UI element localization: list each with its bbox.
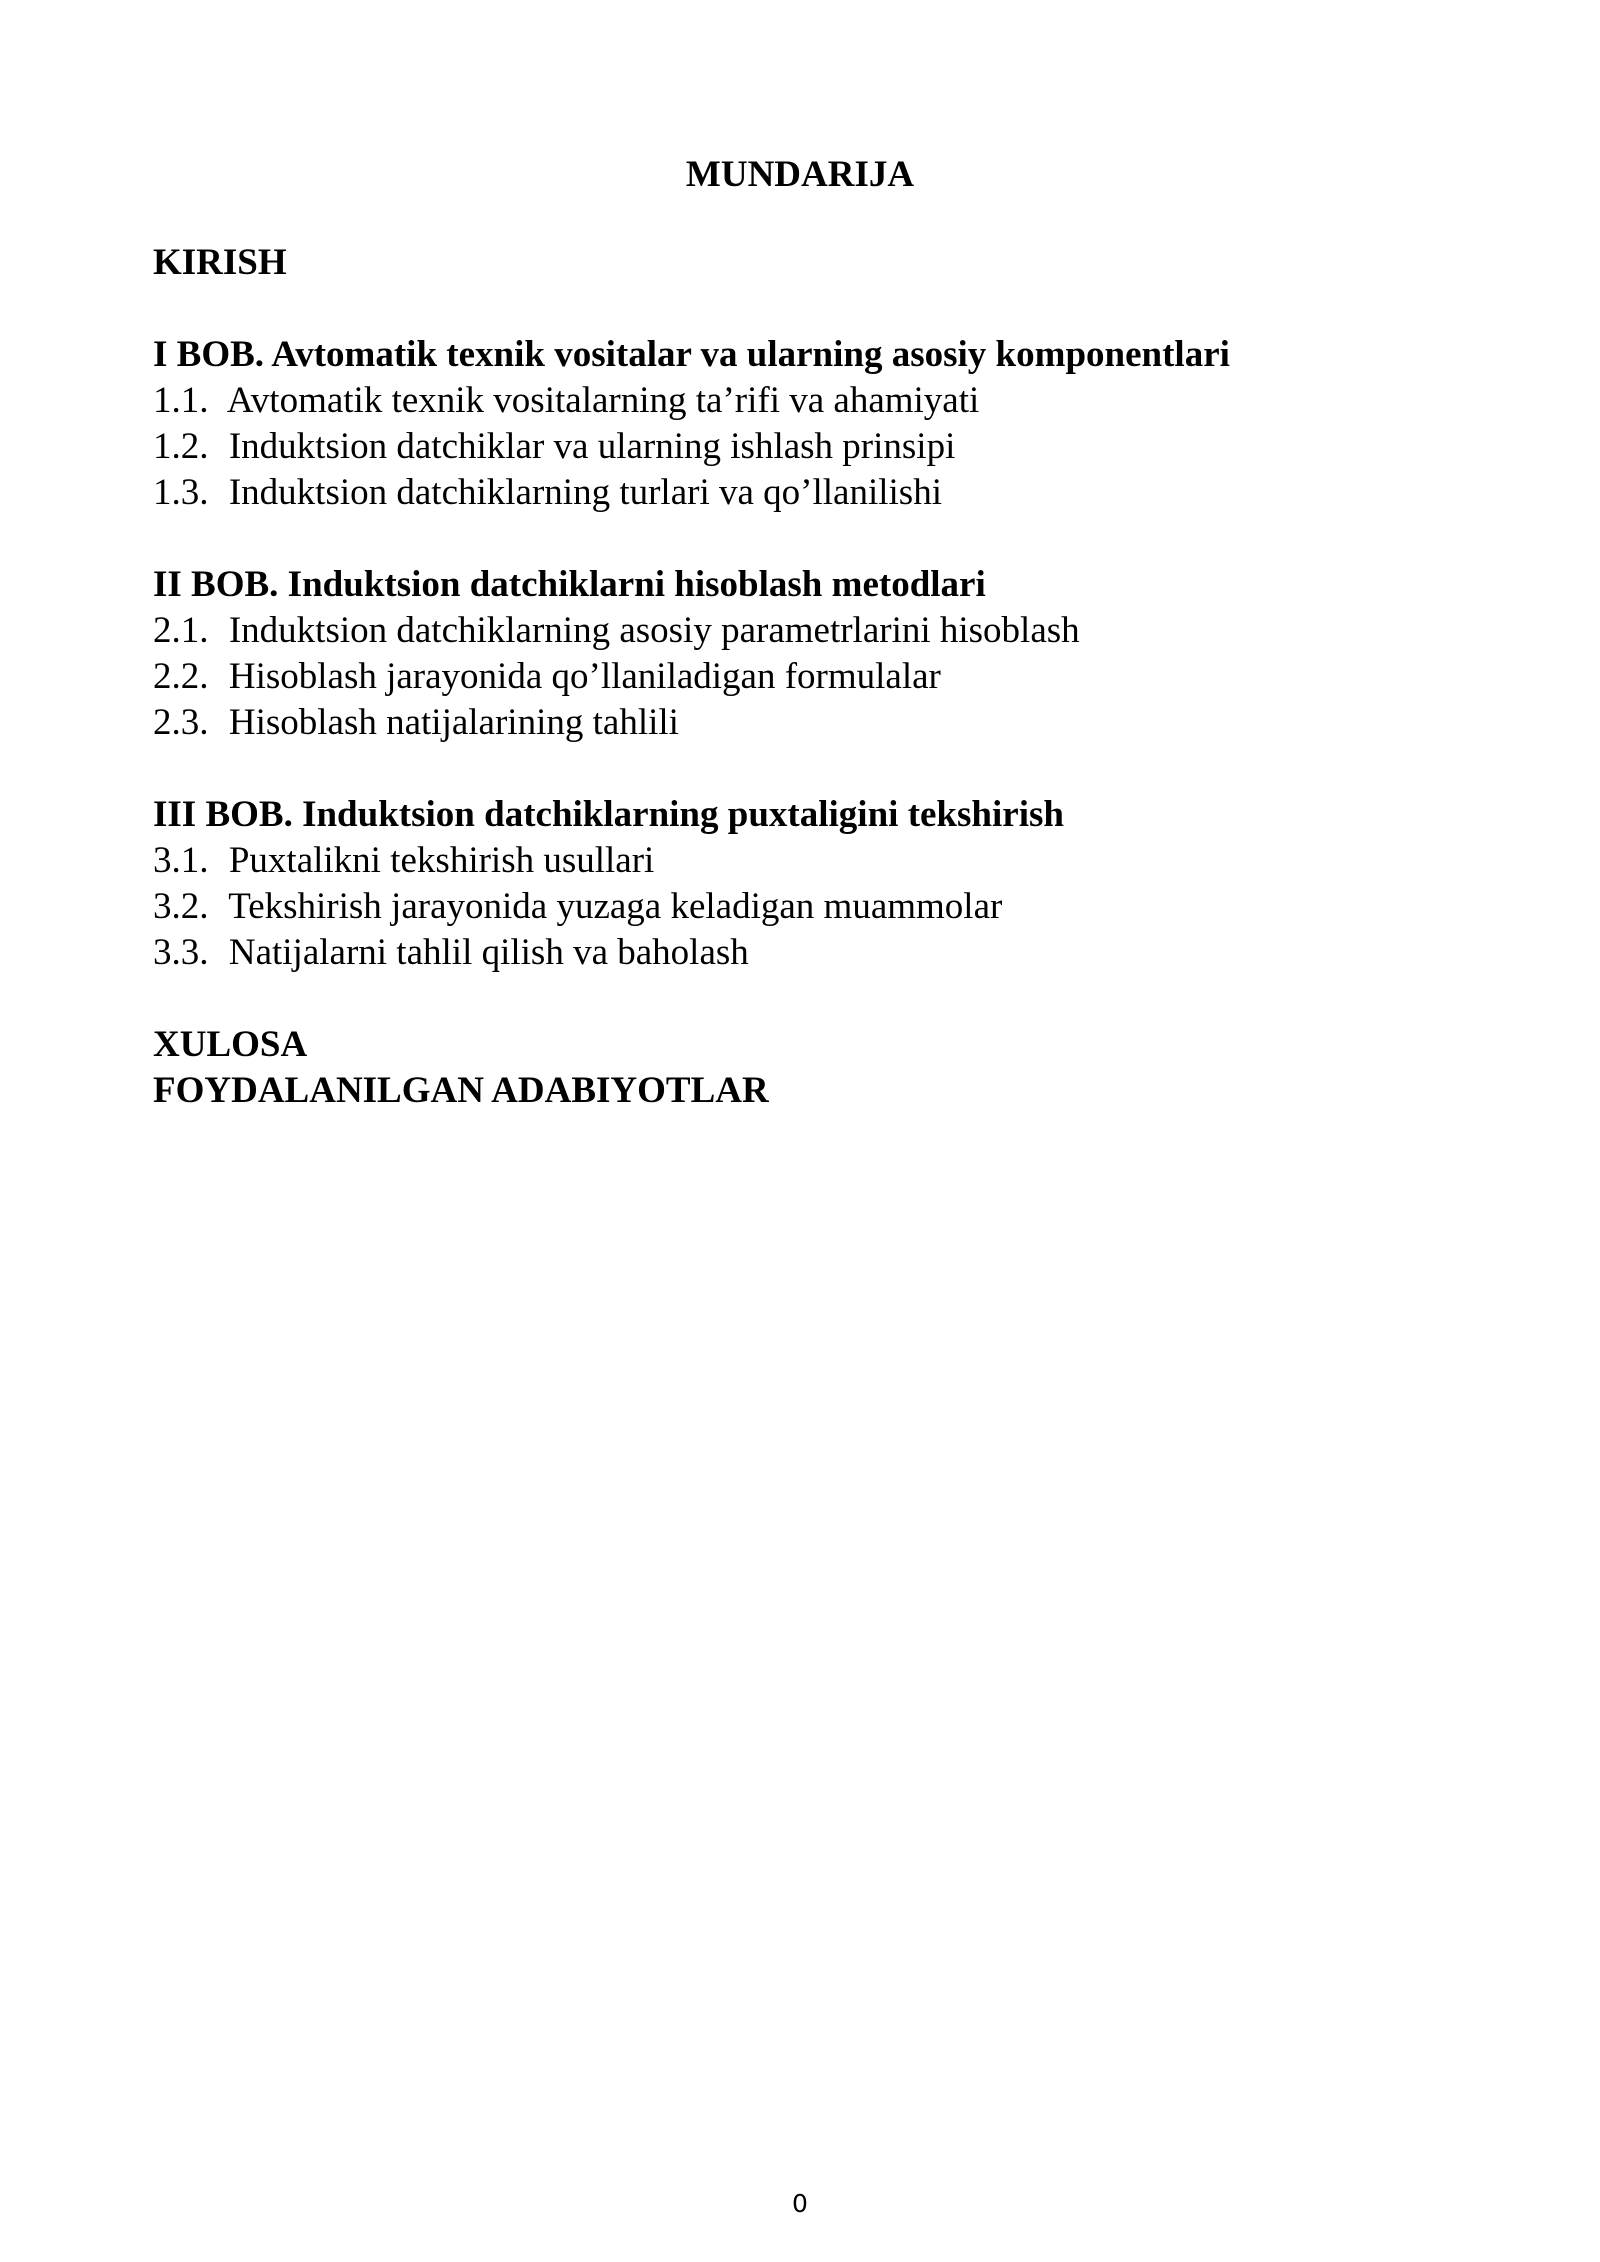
- toc-section-2-2: [153, 654, 941, 700]
- section-number: 3.1.: [153, 840, 209, 881]
- section-number: 3.3.: [153, 932, 209, 973]
- toc-chapter-2-heading: II BOB. Induktsion datchiklarni hisoblash metodlari: [153, 564, 986, 605]
- toc-section-3-2: [153, 884, 1002, 930]
- section-title: Hisoblash jarayonida qo’llaniladigan formulalar: [228, 656, 941, 697]
- section-title: Tekshirish jarayonida yuzaga keladigan muammolar: [228, 886, 1003, 927]
- section-title: Natijalarni tahlil qilish va baholash: [228, 932, 749, 973]
- toc-chapter-3-heading: III BOB. Induktsion datchiklarning puxtaligini tekshirish: [153, 794, 1064, 835]
- section-number: 1.2.: [153, 426, 209, 467]
- section-title: Puxtalikni tekshirish usullari: [228, 840, 655, 881]
- toc-section-2-3: [153, 700, 679, 746]
- section-number: 2.3.: [153, 702, 209, 743]
- section-number: 3.2.: [153, 886, 209, 927]
- toc-references: FOYDALANILGAN ADABIYOTLAR: [153, 1070, 769, 1111]
- section-title: Induktsion datchiklarning turlari va qo’llanilishi: [228, 472, 942, 513]
- page-title: MUNDARIJA: [685, 154, 915, 195]
- section-title: Induktsion datchiklarning asosiy parametrlarini hisoblash: [228, 610, 1080, 651]
- toc-chapter-1-heading: I BOB. Avtomatik texnik vositalar va ularning asosiy komponentlari: [153, 334, 1230, 375]
- section-number: 2.1.: [153, 610, 209, 651]
- toc-section-1-1: [153, 378, 979, 424]
- toc-section-1-3: [153, 470, 942, 516]
- toc-section-2-1: [153, 608, 1080, 654]
- section-title: Induktsion datchiklar va ularning ishlash prinsipi: [228, 426, 956, 467]
- toc-intro: KIRISH: [153, 242, 287, 283]
- section-number: 2.2.: [153, 656, 209, 697]
- toc-section-3-3: [153, 930, 749, 976]
- toc-section-1-2: [153, 424, 955, 470]
- section-number: 1.3.: [153, 472, 209, 513]
- section-title: Hisoblash natijalarining tahlili: [228, 702, 679, 743]
- section-title: Avtomatik texnik vositalarning ta’rifi va ahamiyati: [226, 380, 980, 421]
- toc-conclusion: XULOSA: [153, 1024, 308, 1065]
- toc-section-3-1: [153, 838, 654, 884]
- page-number: 0: [792, 2189, 808, 2218]
- section-number: 1.1.: [153, 380, 209, 421]
